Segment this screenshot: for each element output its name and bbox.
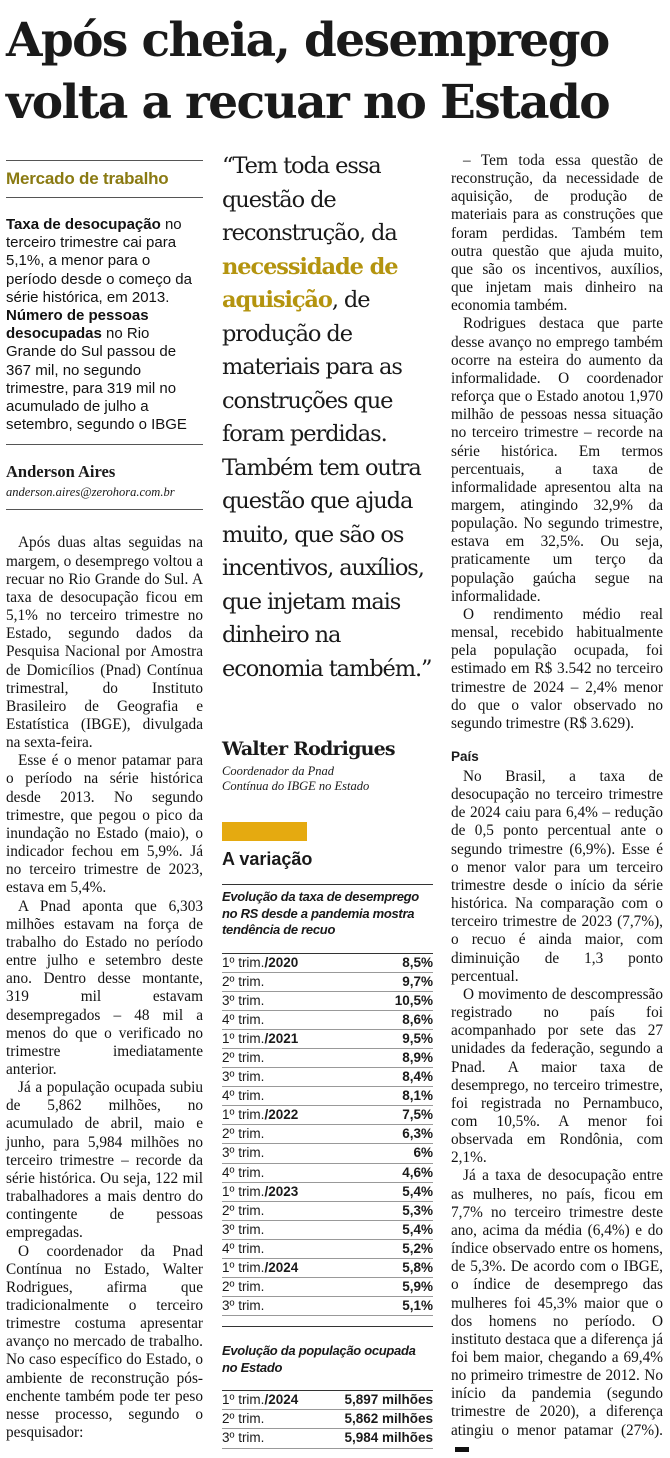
paragraph: O movimento de descompressão registrado no país foi acompanhado por sete das 27 unidades da federação, segundo a Pnad. A maior taxa de desemprego, no terceiro trimestre, foi registrada no Pernambuco, com 10,5%. A menor foi observada em Rondônia, com 2,1%. [451, 985, 663, 1167]
table-row [222, 1106, 433, 1125]
row-period: 4º trim. [222, 1088, 265, 1104]
author-email[interactable]: anderson.aires@zerohora.com.br [6, 485, 175, 500]
row-value: 8,6% [402, 1011, 433, 1027]
divider [6, 160, 203, 161]
table-row [222, 1221, 433, 1240]
row-value: 6,3% [402, 1126, 433, 1142]
row-period: 1º trim. [222, 1260, 265, 1275]
row-label [222, 1183, 298, 1201]
row-period: 2º trim. [222, 1411, 265, 1427]
row-label [222, 1087, 264, 1105]
row-year: /2023 [264, 1183, 299, 1199]
paragraph: O rendimento médio real mensal, recebido habitualmente pela população ocupada, foi estimado em R$ 3.542 no terceiro trimestre de 2024 – 2,4% menor do que o valor observado no segundo trimestre (R$ 3.629). [451, 605, 663, 732]
row-period: 4º trim. [222, 1164, 265, 1180]
quote-author-role [222, 764, 437, 794]
subhead-pais: País [451, 749, 479, 764]
row-period: 1º trim. [222, 1392, 265, 1408]
table-row [222, 1278, 433, 1297]
row-label [222, 1030, 298, 1048]
body-text-right [451, 152, 663, 733]
row-label [222, 1068, 264, 1086]
unemployment-table [222, 953, 433, 1317]
row-label [222, 1410, 264, 1428]
body-text-left [6, 534, 203, 1442]
row-label [222, 1429, 264, 1447]
row-label [222, 1297, 264, 1315]
table-row [222, 992, 433, 1011]
headline [6, 10, 666, 134]
row-label [222, 992, 264, 1010]
row-label [222, 1259, 298, 1277]
table-row [222, 1429, 433, 1448]
row-year: /2020 [264, 954, 299, 970]
table-row [222, 1297, 433, 1316]
row-value: 6% [413, 1145, 433, 1161]
row-year: /2024 [264, 1392, 299, 1408]
row-value: 8,4% [402, 1069, 433, 1085]
row-value: 5,4% [402, 1183, 433, 1199]
byline [6, 453, 203, 509]
row-period: 1º trim. [222, 1183, 265, 1199]
row-value: 5,3% [402, 1202, 433, 1218]
chart-title: A variação [222, 849, 313, 869]
row-label [222, 1240, 264, 1258]
table-row [222, 1202, 433, 1221]
summary-text-1: no terceiro trimestre cai para 5,1%, a menor para o período desde o começo da série histórica, em 2013. [6, 216, 192, 306]
row-value: 4,6% [402, 1164, 433, 1180]
table-row [222, 1240, 433, 1259]
row-value: 5,8% [402, 1260, 433, 1275]
row-year: /2022 [264, 1107, 299, 1123]
table-row [222, 954, 433, 973]
row-period: 2º trim. [222, 1202, 265, 1218]
row-period: 3º trim. [222, 1069, 265, 1085]
row-period: 4º trim. [222, 1011, 265, 1027]
row-label [222, 1125, 264, 1143]
row-value: 5,1% [402, 1298, 433, 1314]
row-label [222, 1011, 264, 1029]
paragraph: Esse é o menor patamar para o período na série histórica desde 2013. No segundo trimestre, que pegou o pico da inundação no Estado (maio), o indicador fechou em 5,9%. Já no terceiro trimestre de 2023, estava em 5,4%. [6, 752, 203, 897]
author-name: Anderson Aires [6, 462, 116, 482]
row-label [222, 973, 264, 991]
table-row [222, 1049, 433, 1068]
table-row [222, 1410, 433, 1429]
population-table [222, 1390, 433, 1448]
data-box [222, 822, 433, 1449]
row-label [222, 1202, 264, 1220]
paragraph: O coordenador da Pnad Contínua no Estado, Walter Rodrigues, afirma que tradicionalmente o terceiro trimestre costuma apresentar avanço no mercado de trabalho. No caso específico do Estado, o ambiente de reconstrução pós-enchente também pode ter peso nesse processo, segundo o pesquisador: [6, 1242, 203, 1442]
row-period: 3º trim. [222, 1298, 265, 1314]
row-period: 1º trim. [222, 954, 265, 970]
paragraph: No Brasil, a taxa de desocupação no terceiro trimestre de 2024 caiu para 6,4% – redução de 0,5 ponto percentual ante o segundo trimestre (6,9%). Esse é o menor valor para um terceiro trimestre desde o início da série histórica. Na comparação com o terceiro trimestre de 2023 (7,7%), o recuo é ainda maior, com diminuição de 1,3 ponto percentual. [451, 768, 663, 985]
paragraph: – Tem toda essa questão de reconstrução, da necessidade de aquisição, de produção de materiais para as construções que foram perdidas. Também tem outra questão que ajuda muito, que são os incentivos, auxílios, que injetam mais dinheiro na economia também. [451, 152, 663, 315]
row-label [222, 1049, 264, 1067]
quote-part-2: , de produção de materiais para as construções que foram perdidas. Também tem outra questão que ajuda muito, que são os incentivos, auxílios, que injetam mais dinheiro na economia também.” [222, 287, 432, 682]
table-row [222, 973, 433, 992]
paragraph: Já a população ocupada subiu de 5,862 milhões, no acumulado de abril, maio e junho, para 5,984 milhões no terceiro trimestre – recorde da série histórica. Ou seja, 122 mil trabalhadores a mais dentro do contingente de pessoas empregadas. [6, 1079, 203, 1242]
row-label [222, 954, 298, 972]
summary [6, 216, 203, 434]
quote-part-1: “Tem toda essa questão de reconstrução, da [222, 153, 397, 246]
summary-text-2: no Rio Grande do Sul passou de 367 mil, no segundo trimestre, para 319 mil no acumulado de julho a setembro, segundo o IBGE [6, 325, 187, 434]
headline-line-1: Após cheia, desemprego [6, 13, 609, 68]
table-row [222, 1068, 433, 1087]
row-period: 1º trim. [222, 1030, 265, 1046]
row-period: 2º trim. [222, 1126, 265, 1142]
end-mark-icon [455, 1447, 469, 1452]
row-period: 2º trim. [222, 973, 265, 989]
headline-line-2: volta a recuar no Estado [6, 75, 610, 130]
row-period: 1º trim. [222, 1107, 265, 1123]
table-row [222, 1391, 433, 1410]
row-label [222, 1391, 298, 1409]
row-period: 4º trim. [222, 1240, 265, 1256]
table-row [222, 1164, 433, 1183]
row-label [222, 1144, 264, 1162]
row-value: 8,9% [402, 1049, 433, 1065]
paragraph-text: Já a taxa de desocupação entre as mulheres, no país, ficou em 7,7% no terceiro trimestre deste ano, acima da média (6,4%) e do índice observado entre os homens, de 5,3%. De acordo com o IBGE, o índice de desemprego das mulheres foi 45,3% maior que o dos homens no período. O instituto destaca que a diferença já foi bem maior, chegando a 69,4% no primeiro trimestre de 2012. No início da pandemia (segundo trimestre de 2020), a diferença atingiu o menor patamar (27%). [451, 1167, 663, 1439]
left-column [6, 160, 203, 1442]
quote-author-role-line-1: Coordenador da Pnad [222, 764, 335, 778]
paragraph: Após duas altas seguidas na margem, o desemprego voltou a recuar no Rio Grande do Sul. A taxa de desocupação ficou em 5,1% no terceiro trimestre no Estado, segundo dados da Pesquisa Nacional por Amostra de Domicílios (Pnad) Contínua trimestral, do Instituto Brasileiro de Geografia e Estatística (IBGE), divulgada na sexta-feira. [6, 534, 203, 752]
paragraph: Rodrigues destaca que parte desse avanço no emprego também ocorre na esteira do aumento da informalidade. O coordenador reforça que o Estado anotou 1,970 milhão de pessoas nessa situação no terceiro trimestre – recorde na série histórica. Em termos percentuais, a taxa de informalidade apresentou alta na margem, atingindo 32,9% da população. No segundo trimestre, estava em 32,5%. Ou seja, praticamente um terço da população gaúcha segue na informalidade. [451, 315, 663, 605]
row-value: 10,5% [394, 992, 433, 1008]
row-label [222, 1164, 264, 1182]
row-period: 2º trim. [222, 1049, 265, 1065]
summary-bold-2: Número de pessoas desocupadas [6, 307, 149, 343]
accent-bar [222, 822, 307, 841]
quote-highlight: necessidade de aquisição [222, 253, 398, 313]
table-row [222, 1144, 433, 1163]
row-label [222, 1221, 264, 1239]
paragraph: A Pnad aponta que 6,303 milhões estavam na força de trabalho do Estado no período entre julho e setembro deste ano. Dentro desse montante, 319 mil estavam desempregados – 48 mil a menos do que o verificado no trimestre imediatamente anterior. [6, 897, 203, 1078]
quote-author-role-line-2: Contínua do IBGE no Estado [222, 779, 370, 793]
row-period: 3º trim. [222, 1145, 265, 1161]
chart-subtitle: Evolução da taxa de desemprego no RS desde a pandemia mostra tendência de recuo [222, 884, 433, 939]
row-period: 3º trim. [222, 992, 265, 1008]
table-row [222, 1183, 433, 1202]
quote-attribution [222, 738, 437, 794]
row-value: 8,1% [402, 1088, 433, 1104]
row-value: 8,5% [402, 954, 433, 970]
row-period: 2º trim. [222, 1279, 265, 1295]
population-subtitle: Evolução da população ocupada no Estado [222, 1326, 433, 1376]
row-label [222, 1106, 298, 1124]
row-value: 5,862 milhões [344, 1411, 433, 1427]
row-value: 9,5% [402, 1030, 433, 1046]
row-value: 5,984 milhões [344, 1430, 433, 1446]
row-label [222, 1278, 264, 1296]
divider [6, 444, 203, 445]
body-text-right-2 [451, 768, 663, 1458]
row-value: 9,7% [402, 973, 433, 989]
row-period: 3º trim. [222, 1221, 265, 1237]
section-kicker: Mercado de trabalho [6, 169, 169, 188]
row-value: 5,2% [402, 1240, 433, 1256]
row-value: 5,9% [402, 1279, 433, 1295]
pull-quote [222, 150, 434, 686]
quote-author-name: Walter Rodrigues [222, 738, 395, 760]
divider [6, 509, 203, 510]
table-row [222, 1030, 433, 1049]
table-row [222, 1125, 433, 1144]
row-year: /2024 [264, 1260, 299, 1275]
row-value: 7,5% [402, 1107, 433, 1123]
divider [6, 197, 203, 198]
row-period: 3º trim. [222, 1430, 265, 1446]
row-year: /2021 [264, 1030, 299, 1046]
row-value: 5,4% [402, 1221, 433, 1237]
row-value: 5,897 milhões [344, 1392, 433, 1408]
paragraph [451, 1167, 663, 1458]
summary-bold-1: Taxa de desocupação [6, 216, 161, 233]
table-row [222, 1011, 433, 1030]
table-row [222, 1087, 433, 1106]
table-row [222, 1259, 433, 1278]
